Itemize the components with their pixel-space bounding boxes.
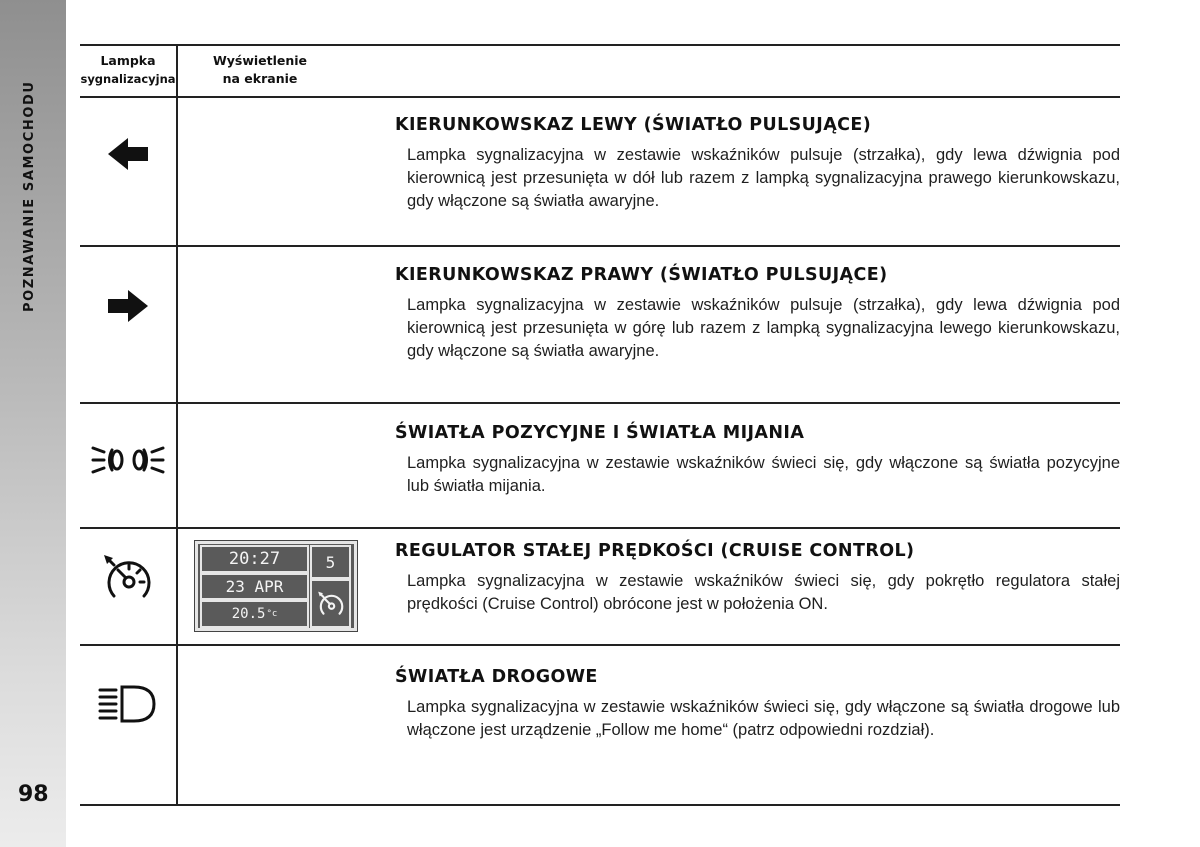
column-divider xyxy=(176,44,178,806)
table-row xyxy=(395,540,1120,616)
row-description: Lampka sygnalizacyjna w zestawie wskaźników pulsuje (strzałka), gdy lewa dźwignia pod kierownicą jest przesunięta w dół lub razem z lampką sygnalizacyjna prawego kierunkowskazu, gdy włączone są światła awaryjne. xyxy=(407,146,1120,210)
display-time: 20:27 xyxy=(200,545,309,573)
display-screen-inner xyxy=(198,544,354,628)
table-row xyxy=(395,264,1120,363)
row-title: REGULATOR STAŁEJ PRĘDKOŚCI (CRUISE CONTROL) xyxy=(395,541,915,561)
header-line: Wyświetlenie xyxy=(212,53,308,68)
header-line: na ekranie xyxy=(222,71,298,86)
display-cruise-control-icon xyxy=(310,579,351,628)
section-title: POZNAWANIE SAMOCHODU xyxy=(22,80,37,312)
row-description: Lampka sygnalizacyjna w zestawie wskaźników świeci się, gdy włączone są światła pozycyjne lub światła mijania. xyxy=(407,454,1120,495)
temperature-value: 20.5 xyxy=(231,606,266,622)
header-line: Lampka xyxy=(100,53,156,68)
high-beam-icon xyxy=(80,684,176,724)
indicator-table xyxy=(80,44,1120,808)
display-screen xyxy=(194,540,358,632)
row-description: Lampka sygnalizacyjna w zestawie wskaźników świeci się, gdy pokrętło regulatora stałej prędkości (Cruise Control) obrócone jest w położenia ON. xyxy=(407,572,1120,613)
display-gear: 5 xyxy=(310,545,351,579)
row-title: ŚWIATŁA POZYCYJNE I ŚWIATŁA MIJANIA xyxy=(395,423,805,443)
table-row xyxy=(395,114,1120,213)
display-date: 23 APR xyxy=(200,573,309,600)
table-bottom-rule xyxy=(80,804,1120,806)
column-header-indicator xyxy=(80,52,176,88)
row-title: KIERUNKOWSKAZ LEWY (ŚWIATŁO PULSUJĄCE) xyxy=(395,115,872,135)
row-divider xyxy=(80,402,1120,404)
row-title: ŚWIATŁA DROGOWE xyxy=(395,667,598,687)
column-header-display xyxy=(190,52,330,88)
row-divider xyxy=(80,527,1120,529)
display-temperature xyxy=(200,600,309,628)
position-low-beam-lights-icon xyxy=(80,440,176,480)
row-title: KIERUNKOWSKAZ PRAWY (ŚWIATŁO PULSUJĄCE) xyxy=(395,265,888,285)
table-row xyxy=(395,422,1120,498)
page-number: 98 xyxy=(18,782,49,807)
arrow-right-icon xyxy=(80,284,176,328)
header-rule xyxy=(80,96,1120,98)
header-line: sygnalizacyjna xyxy=(80,72,176,86)
row-description: Lampka sygnalizacyjna w zestawie wskaźników świeci się, gdy włączone są światła drogowe lub włączone jest urządzenie „Follow me home“ (patrz odpowiedni rozdział). xyxy=(407,698,1120,739)
table-row xyxy=(395,666,1120,742)
row-divider xyxy=(80,644,1120,646)
table-top-rule xyxy=(80,44,1120,46)
arrow-left-icon xyxy=(80,132,176,176)
temperature-unit: °c xyxy=(266,609,278,619)
row-divider xyxy=(80,245,1120,247)
cruise-control-icon xyxy=(80,552,176,604)
row-description: Lampka sygnalizacyjna w zestawie wskaźników pulsuje (strzałka), gdy lewa dźwignia pod kierownicą jest przesunięta w górę lub razem z lampką sygnalizacyjna lewego kierunkowskazu, gdy włączone są światła awaryjne. xyxy=(407,296,1120,360)
